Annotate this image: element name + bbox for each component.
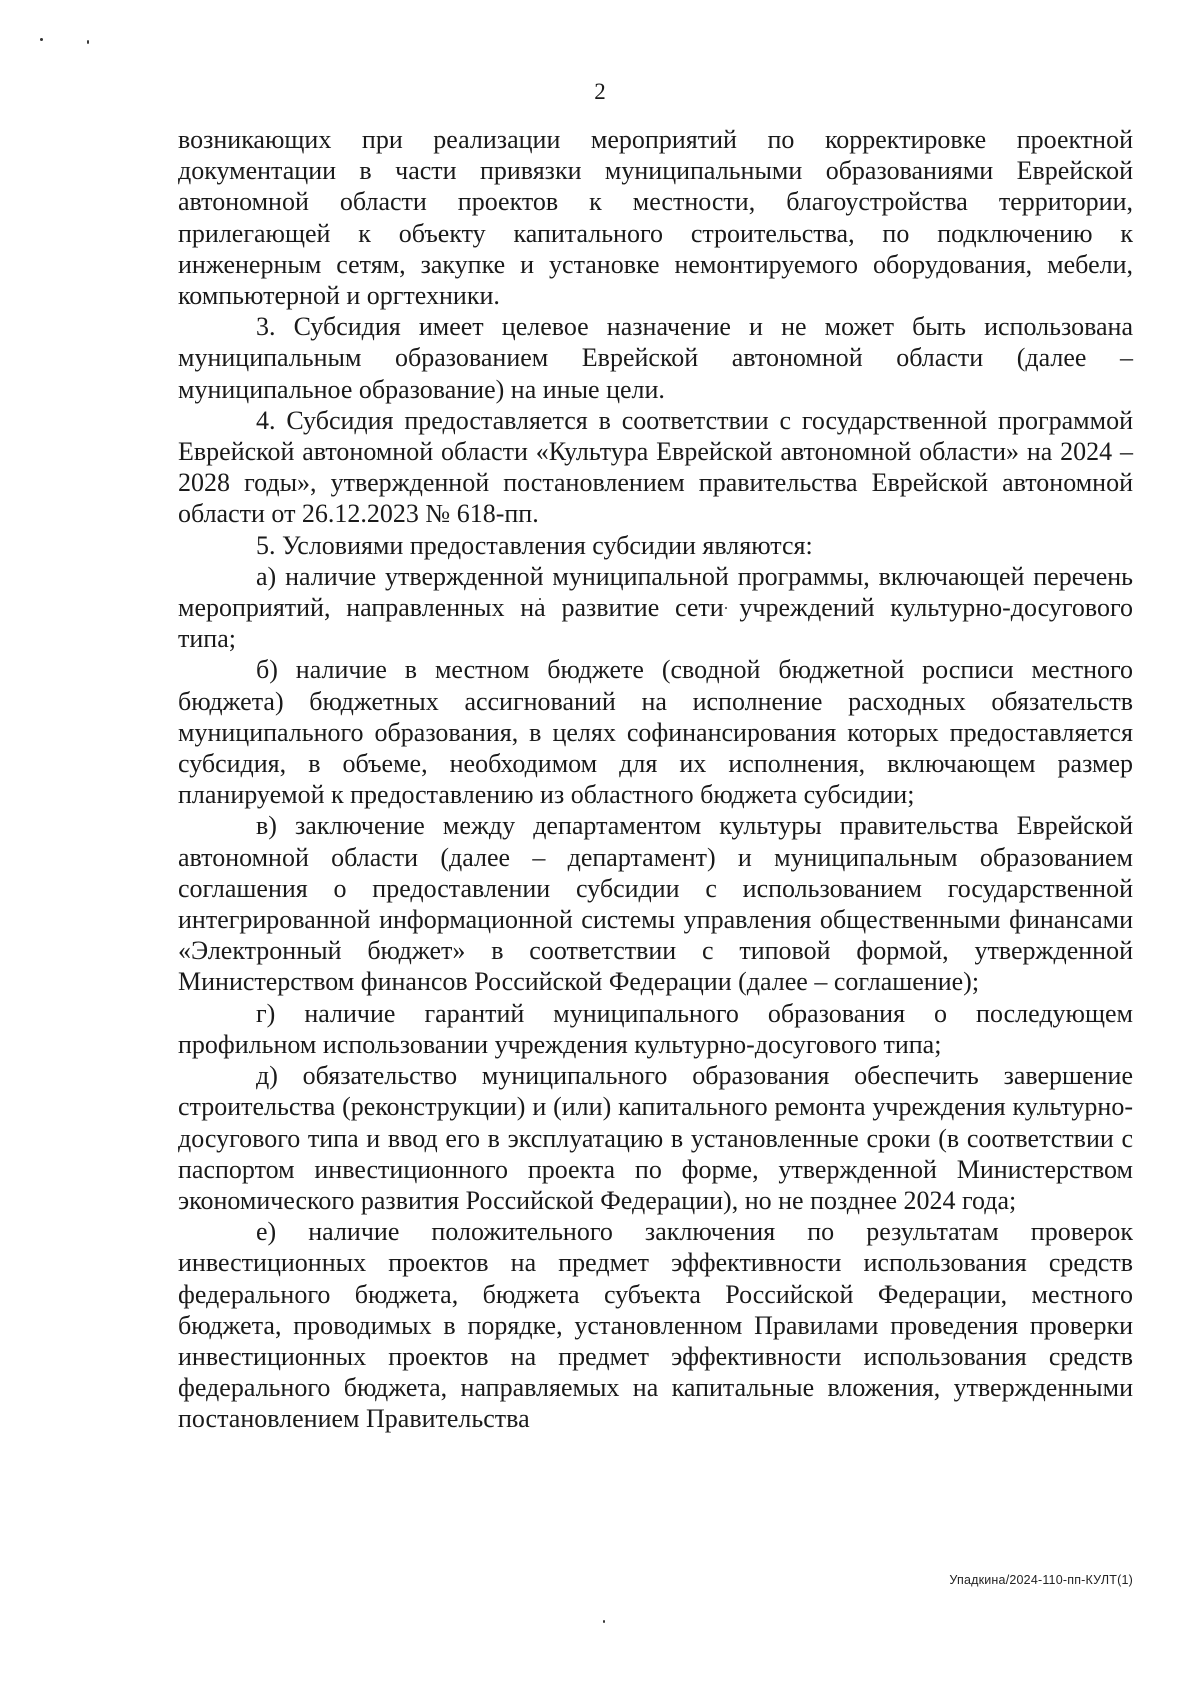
scan-speck bbox=[40, 38, 43, 41]
paragraph-continued: возникающих при реализации мероприятий по корректировке проектной документации в части привязки муниципальными образованиями Еврейской автономной области проектов к местности, благоустройства территории, прилегающей к объекту капитального строительства, по подключению к инженерным сетям, закупке и установке немонтируемого оборудования, мебели, компьютерной и оргтехники. bbox=[178, 125, 1133, 311]
document-body bbox=[178, 124, 1133, 1435]
paragraph-item-4: 4. Субсидия предоставляется в соответствии с государственной программой Еврейской автономной области «Культура Еврейской автономной области» на 2024 – 2028 годы», утвержденной постановлением правительства Еврейской автономной области от 26.12.2023 № 618-пп. bbox=[178, 405, 1133, 529]
subparagraph-b: б) наличие в местном бюджете (сводной бюджетной росписи местного бюджета) бюджетных ассигнований на исполнение расходных обязательств муниципального образования, в целях софинансирования которых предоставляется субсидия, в объеме, необходимом для их исполнения, включающем размер планируемой к предоставлению из областного бюджета субсидии; bbox=[178, 655, 1133, 810]
scan-speck bbox=[603, 1620, 605, 1623]
subparagraph-e: е) наличие положительного заключения по результатам проверок инвестиционных проектов на предмет эффективности использования средств федерального бюджета, бюджета субъекта Российской Федерации, местного бюджета, проводимых в порядке, установленном Правилами проведения проверки инвестиционных проектов на предмет эффективности использования средств федерального бюджета, направляемых на капитальные вложения, утвержденными постановлением Правительства bbox=[178, 1217, 1133, 1434]
subparagraph-d: д) обязательство муниципального образования обеспечить завершение строительства (реконструкции) и (или) капитального ремонта учреждения культурно-досугового типа и ввод его в эксплуатацию в установленные сроки (в соответствии с паспортом инвестиционного проекта по форме, утвержденной Министерством экономического развития Российской Федерации), но не позднее 2024 года; bbox=[178, 1061, 1133, 1215]
paragraph-item-5: 5. Условиями предоставления субсидии являются: bbox=[256, 530, 813, 560]
page-number: 2 bbox=[594, 79, 606, 104]
subparagraph-a: а) наличие утвержденной муниципальной программы, включающей перечень мероприятий, направленных на развитие сети учреждений культурно-досугового типа; bbox=[178, 561, 1133, 654]
scan-speck bbox=[87, 40, 89, 44]
subparagraph-v: в) заключение между департаментом культуры правительства Еврейской автономной области (далее – департамент) и муниципальным образованием соглашения о предоставлении субсидии с использованием государственной интегрированной информационной системы управления общественными финансами «Электронный бюджет» в соответствии с типовой формой, утвержденной Министерством финансов Российской Федерации (далее – соглашение); bbox=[178, 811, 1133, 997]
document-reference: Упадкина/2024-110-пп-КУЛТ(1) bbox=[949, 1573, 1133, 1587]
paragraph-item-3: 3. Субсидия имеет целевое назначение и не может быть использована муниципальным образованием Еврейской автономной области (далее – муниципальное образование) на иные цели. bbox=[178, 312, 1133, 404]
subparagraph-g: г) наличие гарантий муниципального образования о последующем профильном использовании учреждения культурно-досугового типа; bbox=[178, 998, 1133, 1059]
